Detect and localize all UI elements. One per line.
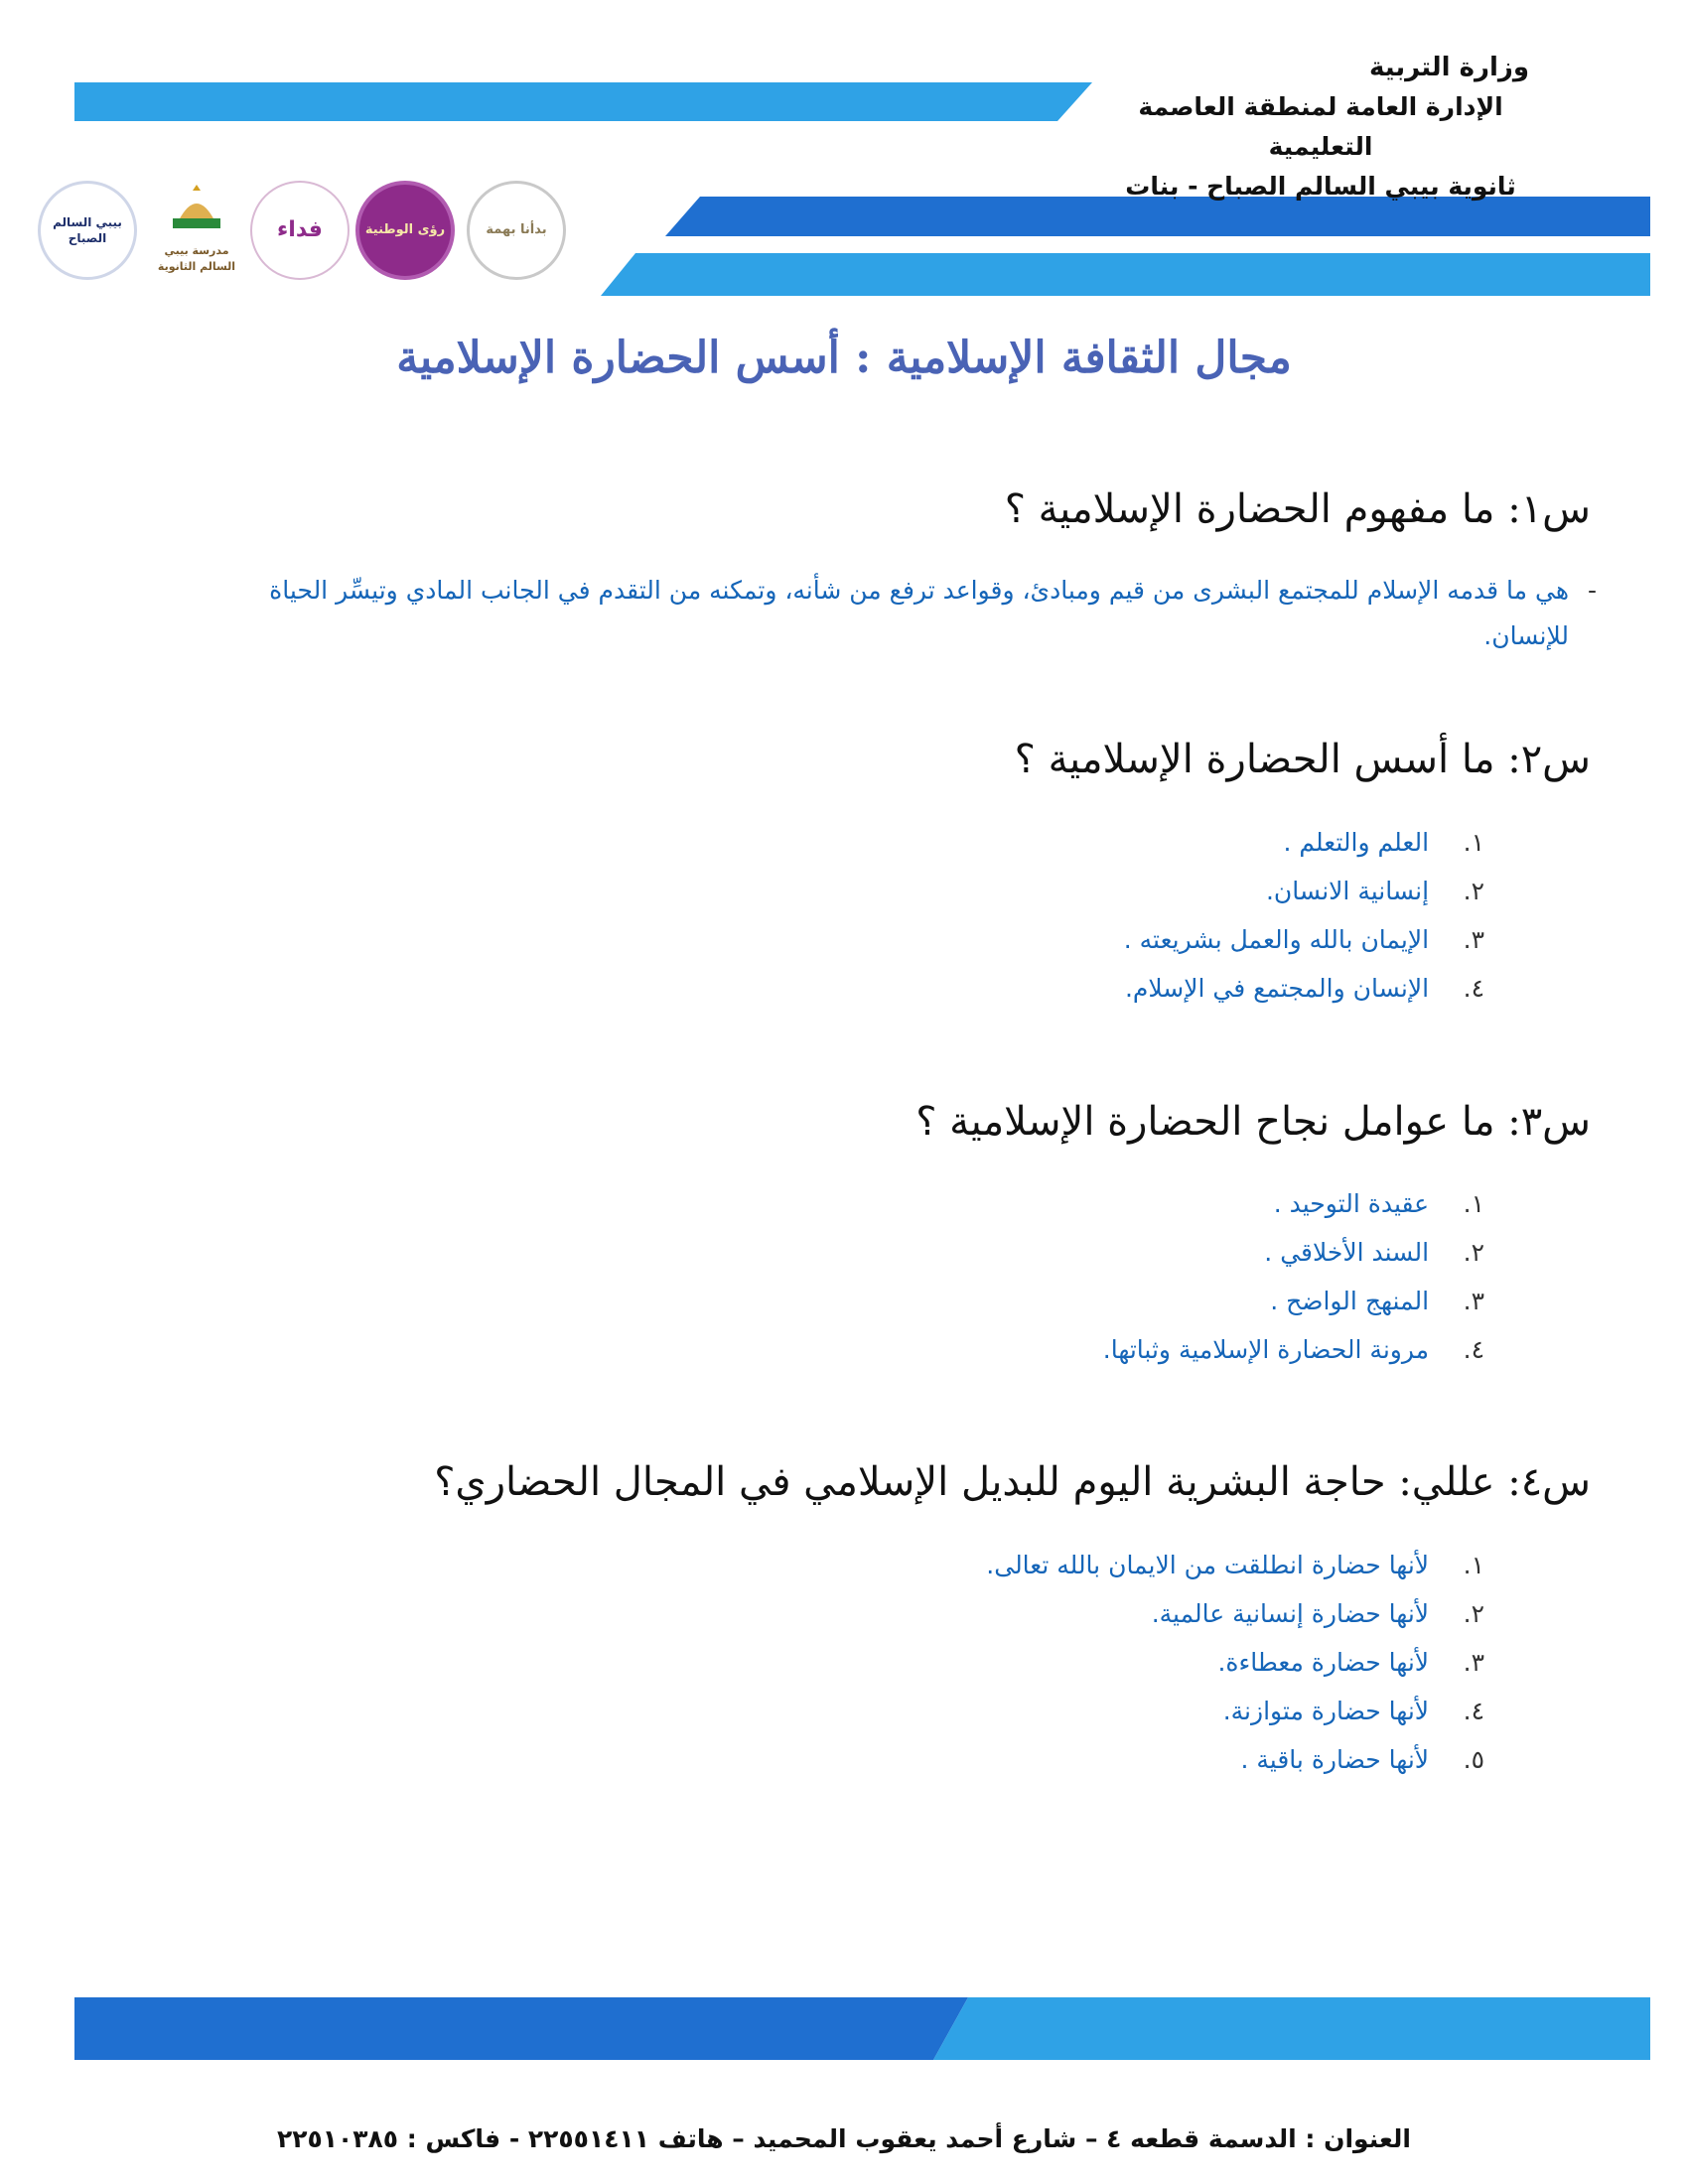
answer-2-list: [1124, 818, 1484, 1013]
page-title: مجال الثقافة الإسلامية : أسس الحضارة الإسلامية: [396, 333, 1292, 383]
list-item-number: ٣.: [1463, 1287, 1484, 1315]
question-2: س٢: ما أسس الحضارة الإسلامية ؟: [1014, 737, 1591, 782]
school-logo: [38, 181, 137, 280]
list-item-text: عقيدة التوحيد .: [1273, 1189, 1430, 1218]
list-item-text: لأنها حضارة باقية .: [1240, 1745, 1430, 1774]
list-item-number: ٢.: [1463, 1238, 1484, 1267]
list-item-number: ٢.: [1463, 877, 1484, 905]
fidaa-logo-text: فداء: [277, 217, 323, 242]
list-item: [1124, 818, 1484, 867]
list-item-text: المنهج الواضح .: [1270, 1287, 1430, 1315]
islamic-dept-logo-text: رؤى الوطنية: [364, 222, 446, 237]
list-item: [1103, 1179, 1484, 1228]
list-item-number: ٣.: [1463, 925, 1484, 954]
header-text: [1082, 48, 1559, 206]
footer-stripes: [0, 1985, 1688, 2105]
list-item-text: الإيمان بالله والعمل بشريعته .: [1123, 925, 1430, 954]
list-item-text: مرونة الحضارة الإسلامية وثباتها.: [1102, 1335, 1430, 1364]
list-item: [986, 1687, 1484, 1735]
bidayatna-bhimma-logo-text: بدأنا بهمة: [486, 222, 547, 237]
answer-4-list: [986, 1541, 1484, 1784]
answer-3-list: [1103, 1179, 1484, 1374]
answer-1: [228, 568, 1597, 659]
list-item-text: السند الأخلاقي .: [1264, 1238, 1430, 1267]
question-1: س١: ما مفهوم الحضارة الإسلامية ؟: [1004, 486, 1591, 532]
list-item-text: إنسانية الانسان.: [1265, 877, 1430, 905]
list-item-number: ١.: [1463, 1189, 1484, 1218]
list-item: [1124, 915, 1484, 964]
list-item-number: ٤.: [1463, 1697, 1484, 1725]
mosque-logo-text: مدرسة بيبي السالم الثانوية: [157, 244, 236, 273]
list-item: [986, 1638, 1484, 1687]
list-item: [1103, 1228, 1484, 1277]
list-item-text: العلم والتعلم .: [1283, 828, 1430, 857]
list-item-text: لأنها حضارة انطلقت من الايمان بالله تعالى.: [986, 1551, 1430, 1579]
list-item-text: الإنسان والمجتمع في الإسلام.: [1124, 974, 1430, 1003]
list-item-text: لأنها حضارة متوازنة.: [1222, 1697, 1430, 1725]
list-item-number: ٢.: [1463, 1599, 1484, 1628]
list-item: [986, 1541, 1484, 1589]
directorate-name: الإدارة العامة لمنطقة العاصمة التعليمية: [1138, 92, 1503, 161]
header-stripe-top: [74, 82, 1092, 121]
school-name: ثانوية بيبي السالم الصباح - بنات: [1125, 172, 1516, 201]
list-item-number: ٥.: [1463, 1745, 1484, 1774]
ministry-name: وزارة التربية: [1368, 53, 1529, 82]
list-item-text: لأنها حضارة معطاءة.: [1217, 1648, 1430, 1677]
footer-stripe-dark: [74, 1997, 968, 2060]
islamic-dept-logo: [355, 181, 455, 280]
question-4: س٤: عللي: حاجة البشرية اليوم للبديل الإسلامي في المجال الحضاري؟: [434, 1459, 1591, 1505]
list-item-number: ٤.: [1463, 974, 1484, 1003]
fidaa-logo: [250, 181, 350, 280]
list-item-text: لأنها حضارة إنسانية عالمية.: [1151, 1599, 1430, 1628]
school-logo-text: بيبي السالم الصباح: [53, 215, 122, 245]
question-3: س٣: ما عوامل نجاح الحضارة الإسلامية ؟: [915, 1099, 1591, 1145]
footer-stripe-light: [933, 1997, 1650, 2060]
answer-1-text: هي ما قدمه الإسلام للمجتمع البشرى من قيم ومبادئ، وقواعد ترفع من شأنه، وتمكنه من التقدم في الجانب المادي وتيسِّر الحياة للإنسان.: [269, 576, 1569, 650]
list-item: [1124, 867, 1484, 915]
list-item: [1103, 1325, 1484, 1374]
list-item: [1124, 964, 1484, 1013]
list-item: [1103, 1277, 1484, 1325]
bidayatna-bhimma-logo: [467, 181, 566, 280]
footer-address: العنوان : الدسمة قطعه ٤ – شارع أحمد يعقوب المحميد – هاتف ٢٢٥٥١٤١١ - فاكس : ٢٢٥١٠٣٨٥: [277, 2124, 1411, 2153]
mosque-icon: [167, 181, 226, 230]
list-item: [986, 1735, 1484, 1784]
mosque-logo: [147, 181, 246, 280]
header-stripe-bottom: [601, 253, 1650, 296]
list-item-number: ١.: [1463, 1551, 1484, 1579]
list-item-number: ٣.: [1463, 1648, 1484, 1677]
answer-1-dash: -: [1587, 576, 1597, 605]
list-item: [986, 1589, 1484, 1638]
list-item-number: ١.: [1463, 828, 1484, 857]
list-item-number: ٤.: [1463, 1335, 1484, 1364]
